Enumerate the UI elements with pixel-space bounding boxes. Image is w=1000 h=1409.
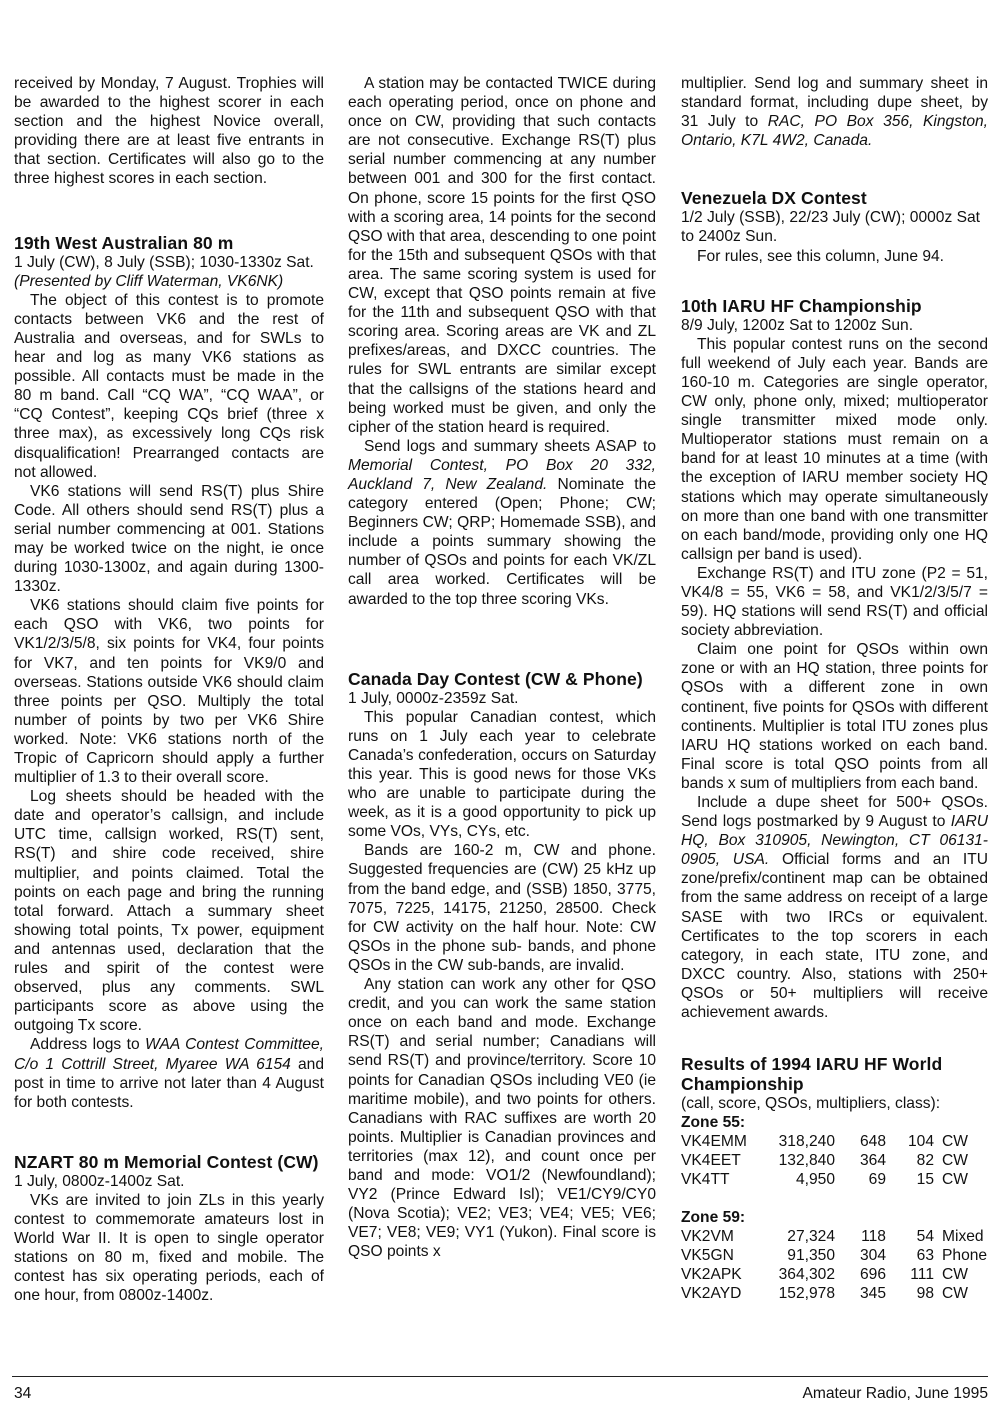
nzart-paragraph-1: VKs are invited to join ZLs in this yearly contest to commemorate amateurs lost in World War II. It is open to single operator stations on 80 m, fixed and mobile. The contest has six operating periods, each of one hour, from 0800z-1400z. [14, 1191, 324, 1305]
result-qsos: 304 [859, 1247, 886, 1265]
venezuela-date: 1/2 July (SSB), 22/23 July (CW); 0000z Sat to 2400z Sun. [681, 209, 980, 246]
nzart-address: Memorial Contest, PO Box 20 332, Auckland 7, New Zealand. [348, 456, 656, 493]
result-score: 91,350 [787, 1247, 835, 1265]
result-qsos: 648 [859, 1133, 886, 1151]
zone-59-label: Zone 59: [681, 1209, 746, 1227]
results-heading: Results of 1994 IARU HF World Championship [681, 1054, 943, 1095]
result-cls: Phone [942, 1247, 988, 1265]
result-call: VK4EMM [681, 1133, 747, 1151]
zone-59-table [681, 1227, 987, 1303]
column-2 [348, 74, 656, 1261]
result-row [681, 1227, 987, 1246]
wa80-address: WAA Contest Committee, C/o 1 Cottrill Street, Myaree WA 6154 [14, 1036, 324, 1073]
result-mult: 63 [916, 1247, 934, 1265]
zone-55-label: Zone 55: [681, 1114, 746, 1132]
canada-paragraph-1: This popular Canadian contest, which runs on 1 July each year to celebrate Canada’s confederation, occurs on Saturday this year. This is good news for those VKs who are unable to participate during the week, as it is a good opportunity to pick up some VOs, VYs, CYs, etc. [348, 708, 656, 841]
iaru-address: IARU HQ, Box 310905, Newington, CT 06131-0905, USA. [681, 813, 988, 869]
wa80-paragraph-3: VK6 stations should claim five points for each QSO with VK6, two points for VK1/2/3/5/8, six points for VK4, four points for VK7, and ten points for VK9/0 and overseas. Stations outside VK6 should claim three points per QSO. Multiply the total number of points by two per VK6 Shire worked. Note: VK6 stations north of the Tropic of Capricorn should apply a further multiplier of 1.3 to their overall score. [14, 597, 324, 787]
result-score: 132,840 [778, 1152, 835, 1170]
result-call: VK2APK [681, 1266, 742, 1284]
zone-55-table [681, 1132, 968, 1189]
result-score: 364,302 [778, 1266, 835, 1284]
results-legend: (call, score, QSOs, multipliers, class): [681, 1095, 941, 1113]
footer-rule [12, 1376, 988, 1377]
result-row [681, 1284, 987, 1303]
result-call: VK2VM [681, 1228, 734, 1246]
result-cls: CW [942, 1171, 968, 1189]
column-3 [681, 74, 988, 1303]
result-score: 318,240 [778, 1133, 835, 1151]
nzart-paragraph-3 [348, 437, 656, 609]
result-mult: 98 [916, 1285, 934, 1303]
wa80-date: 1 July (CW), 8 July (SSB); 1030-1330z Sat. [14, 253, 314, 271]
result-mult: 82 [916, 1152, 934, 1170]
nzart-date: 1 July, 0800z-1400z Sat. [14, 1172, 185, 1190]
nzart-p3-tail: Nominate the category entered (Open; Phone; CW; Beginners CW; QRP; Homemade SSB), and include a points summary showing the number of QSOs and points for each VK/ZL call area worked. Certificates will be awarded to the top three scoring VKs. [348, 475, 656, 608]
wa80-p5-tail: and post in time to arrive not later than 4 August for both contests. [14, 1055, 324, 1111]
result-row [681, 1151, 968, 1170]
result-qsos: 345 [859, 1285, 886, 1303]
result-score: 4,950 [795, 1171, 835, 1189]
column-1 [14, 74, 324, 1305]
canada-heading: Canada Day Contest (CW & Phone) [348, 668, 643, 689]
iaru-date: 8/9 July, 1200z Sat to 1200z Sun. [681, 316, 914, 334]
iaru-p4-lead: Include a dupe sheet for 500+ QSOs. Send logs postmarked by 9 August to [681, 794, 988, 831]
result-mult: 104 [907, 1133, 934, 1151]
iaru-p4-tail: Official forms and an ITU zone/prefix/continent map can be obtained from the same address on receipt of a large SASE with two IRCs or equivalent. Certificates to the top scorers in each category, in each state, ITU zone, and DXCC country. Also, stations with 250+ QSOs or 50+ multipliers will receive achievement awards. [681, 851, 988, 1022]
iaru-paragraph-3: Claim one point for QSOs within own zone or with an HQ station, three points for QSOs with a different zone in own continent, five points for QSOs with different continents. Multiplier is total ITU zones plus IARU HQ stations worked on each band. Final score is total QSO points from all bands x sum of multipliers from each band. [681, 641, 988, 792]
venezuela-paragraph-1: For rules, see this column, June 94. [697, 247, 945, 265]
result-cls: CW [942, 1266, 968, 1284]
wa80-paragraph-2: VK6 stations will send RS(T) plus Shire Code. All others should send RS(T) plus a serial number commencing at 001. Stations may be worked twice on the night, ie once during 1030-1300z, and again during 1300-1330z. [14, 482, 324, 596]
result-row [681, 1265, 987, 1284]
result-cls: CW [942, 1133, 968, 1151]
wa80-paragraph-1: The object of this contest is to promote contacts between VK6 and the rest of Australia and overseas, and for SWLs to hear and log as many VK6 stations as possible. All contacts must be made in the 80 m band. Call “CQ WA”, “CQ WAA”, or “CQ Contest”, keeping CQs brief (three x three max), as excessively long CQs risk disqualification! Prearranged contacts are not allowed. [14, 291, 324, 481]
result-row [681, 1170, 968, 1189]
result-mult: 54 [916, 1228, 934, 1246]
canada-paragraph-2: Bands are 160-2 m, CW and phone. Suggested frequencies are (CW) 25 kHz up from the band edge, and (SSB) 1850, 3775, 7075, 7225, 14175, 21250, 28500. Check for CW activity on the half hour. Note: CW QSOs in the phone sub- bands, and phone QSOs in the CW sub-bands, are invalid. [348, 842, 656, 974]
canada-address: RAC, PO Box 356, Kingston, Ontario, K7L 4W2, Canada. [681, 113, 988, 150]
wa80-paragraph-5 [14, 1035, 324, 1111]
iaru-paragraph-4 [681, 793, 988, 1022]
result-score: 27,324 [787, 1228, 835, 1246]
publication-info: Amateur Radio, June 1995 [802, 1385, 988, 1402]
result-row [681, 1132, 968, 1151]
result-qsos: 696 [859, 1266, 886, 1284]
result-score: 152,978 [778, 1285, 835, 1303]
result-qsos: 364 [859, 1152, 886, 1170]
result-call: VK2AYD [681, 1285, 742, 1303]
result-call: VK5GN [681, 1247, 734, 1265]
iaru-paragraph-2: Exchange RS(T) and ITU zone (P2 = 51, VK4/8 = 55, VK6 = 58, and VK1/2/3/5/7 = 59). HQ stations will send RS(T) and official society abbreviation. [681, 564, 988, 640]
canada-date: 1 July, 0000z-2359z Sat. [348, 689, 519, 707]
canada-p4-lead: multiplier. Send log and summary sheet in standard format, including dupe sheet, by 31 July to [681, 75, 988, 131]
result-qsos: 118 [861, 1228, 886, 1246]
result-call: VK4EET [681, 1152, 741, 1170]
result-cls: Mixed [942, 1228, 984, 1246]
iaru-heading: 10th IARU HF Championship [681, 295, 922, 316]
venezuela-heading: Venezuela DX Contest [681, 188, 867, 209]
nzart-heading: NZART 80 m Memorial Contest (CW) [14, 1151, 319, 1172]
wa80-heading: 19th West Australian 80 m [14, 232, 234, 253]
result-mult: 15 [916, 1171, 934, 1189]
nzart-paragraph-2: A station may be contacted TWICE during each operating period, once on phone and once on CW, providing that such contacts are not consecutive. Exchange RS(T) plus serial number commencing at any number between 001 and 300 for the first contact. On phone, score 15 points for the first QSO with a scoring area, 14 points for the second QSO with that area, descending to one point for the 15th and subsequent QSOs with that area. The same scoring system is used for CW, except that QSO points remain at five for the 11th and subsequent QSO with that scoring area. Scoring areas are VK and ZL prefixes/areas, and DXCC countries. The rules for SWL entrants are similar except that the callsigns of the stations heard and being worked must be given, and only the cipher of the station heard is required. [348, 75, 656, 436]
result-qsos: 69 [868, 1171, 886, 1189]
wa80-presenter: (Presented by Cliff Waterman, VK6NK) [14, 272, 284, 290]
result-cls: CW [942, 1285, 968, 1303]
nzart-p3-lead: Send logs and summary sheets ASAP to [364, 437, 656, 455]
result-row [681, 1246, 987, 1265]
page-number: 34 [14, 1385, 32, 1402]
canada-paragraph-4 [681, 74, 988, 150]
result-mult: 111 [910, 1266, 934, 1284]
result-cls: CW [942, 1152, 968, 1170]
result-call: VK4TT [681, 1171, 730, 1189]
wa80-p5-lead: Address logs to [30, 1036, 146, 1054]
canada-paragraph-3: Any station can work any other for QSO credit, and you can work the same station once on each band and mode. Exchange RS(T) and serial number; Canadians will send RS(T) and province/territory. Score 10 points for Canadian QSOs including VE0 (ie maritime mobile), and two points for others. Canadians with RAC suffixes are worth 20 points. Multiplier is Canadian provinces and territories (max 12), and count once per band and mode: VO1/2 (Newfoundland); VY2 (Prince Edward Isl); VE1/CY9/CY0 (Nova Scotia); VE2; VE3; VE4; VE5; VE6; VE7; VE8; VE9; VY1 (Yukon). Final score is QSO points x [348, 976, 656, 1261]
wa80-paragraph-4: Log sheets should be headed with the date and operator’s callsign, and include UTC time, callsign worked, RS(T) sent, RS(T) and shire code received, shire multiplier, and points claimed. Total the points on each page and bring the running total forward. Attach a summary sheet showing total points, Tx power, equipment and antennas used, declaration that the rules and spirit of the contest were observed, plus any comments. SWL participants score as above using the outgoing Tx score. [14, 788, 324, 1035]
intro-paragraph: received by Monday, 7 August. Trophies will be awarded to the highest scorer in each section and the highest Novice overall, providing there are at least five entrants in that section. Certificates will also go to the three highest scores in each section. [14, 75, 324, 188]
iaru-paragraph-1: This popular contest runs on the second full weekend of July each year. Bands are 160-10 m. Categories are single operator, CW only, phone only, mixed; multioperator single transmitter mixed mode only. Multioperator stations must remain on a band for at least 10 minutes at a time (with the exception of IARU member society HQ stations which may operate simultaneously on more than one band with one transmitter on each band/mode, providing only one HQ callsign per band is used). [681, 335, 988, 563]
